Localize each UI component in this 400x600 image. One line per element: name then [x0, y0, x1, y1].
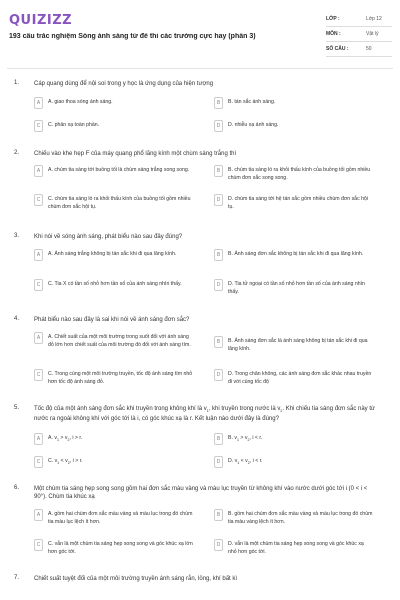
option-letter-box: C	[34, 194, 43, 206]
meta-key: MÔN :	[326, 31, 341, 37]
option-letter-box: D	[214, 120, 223, 132]
worksheet-title: 193 câu trắc nghiệm Sóng ánh sáng từ đề thi các trường cực hay (phần 3)	[9, 33, 256, 40]
option-letter-box: C	[34, 369, 43, 381]
option-text: D. nhiễu xạ ánh sáng.	[228, 122, 279, 128]
option-d[interactable]	[214, 456, 373, 470]
option-text: C. vẫn là một chùm tia sáng hẹp song song và góc khúc xạ lớn hơn góc tới.	[48, 541, 193, 555]
option-c[interactable]	[34, 369, 193, 391]
option-c[interactable]	[34, 456, 193, 470]
question-number: 1.	[14, 80, 20, 86]
option-text: B. $v_1 > v_2$, i < r.	[228, 435, 263, 443]
header-divider	[7, 68, 393, 69]
option-text: B. chùm tia sáng ló ra khỏi thấu kính của buồng tối gồm nhiều chùm đơn sắc song song.	[228, 167, 371, 181]
option-letter-box: B	[214, 249, 223, 261]
question-text: Phát biểu nào sau đây là sai khi nói về ánh sáng đơn sắc?	[34, 317, 190, 323]
question-number: 7.	[14, 575, 20, 581]
question-number: 3.	[14, 233, 20, 239]
option-letter-box: B	[214, 336, 223, 348]
option-c[interactable]	[34, 194, 193, 216]
option-text: D. Tia tử ngoại có tần số nhỏ hơn tần số của ánh sáng nhìn thấy.	[228, 281, 365, 295]
question-text: Tốc độ của một ánh sáng đơn sắc khi truyền trong không khí là $v_1$, khi truyền trong nước là $v_2$. Khi chiếu tia sáng đơn sắc này từ nước ra ngoài không khí với góc tới là i, có góc khúc xạ là r. Kết luận nào dưới đây là đúng?	[34, 406, 376, 423]
question-number: 6.	[14, 485, 20, 491]
option-text: A. chùm tia sáng tới buồng tối là chùm sáng trắng song song.	[48, 167, 190, 173]
option-text: C. phản xạ toàn phần.	[48, 122, 100, 128]
question-text: Cáp quang dùng để nội soi trong y học là ứng dụng của hiện tượng	[34, 81, 214, 87]
question-text: Chiết suất tuyệt đối của một môi trường truyền ánh sáng rắn, lỏng, khí bất kì	[34, 576, 238, 582]
question-text: Chiếu vào khe hẹp F của máy quang phổ lăng kính một chùm sáng trắng thì	[34, 151, 237, 157]
option-letter-box: A	[34, 332, 43, 344]
question-text: Một chùm tia sáng hẹp song song gồm hai đơn sắc màu vàng và màu lục truyền từ không khí vào nước dưới góc tới i (0 < i < 90°). Chùm tia khúc xạ	[34, 486, 368, 500]
question-number: 4.	[14, 316, 20, 322]
option-d[interactable]	[214, 539, 373, 561]
option-text: A. $v_1 > v_2$, i > r.	[48, 435, 83, 443]
option-letter-box: C	[34, 120, 43, 132]
meta-key: SỐ CÂU :	[326, 46, 349, 52]
option-text: B. tán sắc ánh sáng.	[228, 99, 276, 105]
option-c[interactable]	[34, 120, 193, 134]
option-letter-box: D	[214, 279, 223, 291]
meta-value: Lớp 12	[366, 16, 382, 22]
question-number: 2.	[14, 150, 20, 156]
option-letter-box: A	[34, 97, 43, 109]
quizizz-logo: QUIZIZZ	[9, 13, 73, 28]
option-d[interactable]	[214, 120, 373, 134]
option-letter-box: C	[34, 456, 43, 468]
option-c[interactable]	[34, 279, 193, 301]
option-text: A. gồm hai chùm đơn sắc màu vàng và màu lục trong đó chùm tia màu lục lệch ít hơn.	[48, 511, 193, 525]
option-text: D. Trong chân không, các ánh sáng đơn sắc khác nhau truyền đi với cùng tốc độ	[228, 371, 372, 385]
option-text: B. gồm hai chùm đơn sắc màu vàng và màu lục trong đó chùm tia màu vàng lệch ít hơn.	[228, 511, 373, 525]
option-letter-box: B	[214, 165, 223, 177]
meta-row-subject	[326, 27, 392, 42]
option-a[interactable]	[34, 509, 193, 531]
option-d[interactable]	[214, 279, 373, 301]
option-text: A. giao thoa sóng ánh sáng.	[48, 99, 113, 105]
option-text: D. $v_1 < v_2$, i < r.	[228, 458, 263, 466]
option-letter-box: C	[34, 539, 43, 551]
option-b[interactable]	[214, 249, 373, 271]
meta-table	[326, 12, 392, 57]
option-letter-box: B	[214, 433, 223, 445]
option-letter-box: D	[214, 456, 223, 468]
option-letter-box: D	[214, 369, 223, 381]
option-letter-box: B	[214, 97, 223, 109]
option-text: C. Trong cùng một môi trường truyền, tốc độ ánh sáng tím nhỏ hơn tốc độ ánh sáng đỏ.	[48, 371, 193, 385]
option-b[interactable]	[214, 509, 373, 531]
option-text: B. Ánh sáng đơn sắc là ánh sáng không bị tán sắc khi đi qua lăng kính.	[228, 338, 368, 352]
option-b[interactable]	[214, 336, 373, 358]
option-a[interactable]	[34, 97, 193, 111]
worksheet-header	[0, 0, 400, 64]
option-a[interactable]	[34, 165, 193, 187]
option-text: B. Ánh sáng đơn sắc không bị tán sắc khi đi qua lăng kính.	[228, 251, 364, 257]
option-a[interactable]	[34, 332, 193, 362]
meta-row-count	[326, 42, 392, 57]
option-letter-box: D	[214, 194, 223, 206]
option-b[interactable]	[214, 165, 373, 187]
option-letter-box: D	[214, 539, 223, 551]
option-letter-box: A	[34, 509, 43, 521]
option-c[interactable]	[34, 539, 193, 561]
option-letter-box: A	[34, 433, 43, 445]
option-letter-box: B	[214, 509, 223, 521]
option-d[interactable]	[214, 194, 373, 216]
meta-key: LỚP :	[326, 16, 340, 22]
meta-value: 50	[366, 46, 372, 52]
option-letter-box: A	[34, 165, 43, 177]
option-letter-box: C	[34, 279, 43, 291]
meta-value: Vật lý	[366, 31, 379, 37]
question-number: 5.	[14, 405, 20, 411]
option-text: C. $v_1 < v_2$, i > r.	[48, 458, 83, 466]
option-a[interactable]	[34, 249, 193, 271]
option-b[interactable]	[214, 433, 373, 447]
option-a[interactable]	[34, 433, 193, 447]
option-text: A. Ánh sáng trắng không bị tán sắc khi đi qua lăng kính.	[48, 251, 177, 257]
option-text: D. vẫn là một chùm tia sáng hẹp song song và góc khúc xạ nhỏ hơn góc tới.	[228, 541, 364, 555]
option-text: A. Chiết suất của một môi trường trong suốt đối với ánh sáng đỏ lớn hơn chiết suất của môi trường đó đối với ánh sáng tím.	[48, 334, 191, 348]
option-b[interactable]	[214, 97, 373, 111]
option-d[interactable]	[214, 369, 373, 391]
meta-row-class	[326, 12, 392, 27]
option-text: D. chùm tia sáng tới hệ tán sắc gồm nhiều chùm đơn sắc hội tụ.	[228, 196, 369, 210]
option-letter-box: A	[34, 249, 43, 261]
question-text: Khi nói về sóng ánh sáng, phát biểu nào sau đây đúng?	[34, 234, 183, 240]
option-text: C. chùm tia sáng ló ra khỏi thấu kính của buồng tối gồm nhiều chùm đơn sắc hội tụ.	[48, 196, 191, 210]
option-text: C. Tia X có tần số nhỏ hơn tần số của ánh sáng nhìn thấy.	[48, 281, 182, 287]
